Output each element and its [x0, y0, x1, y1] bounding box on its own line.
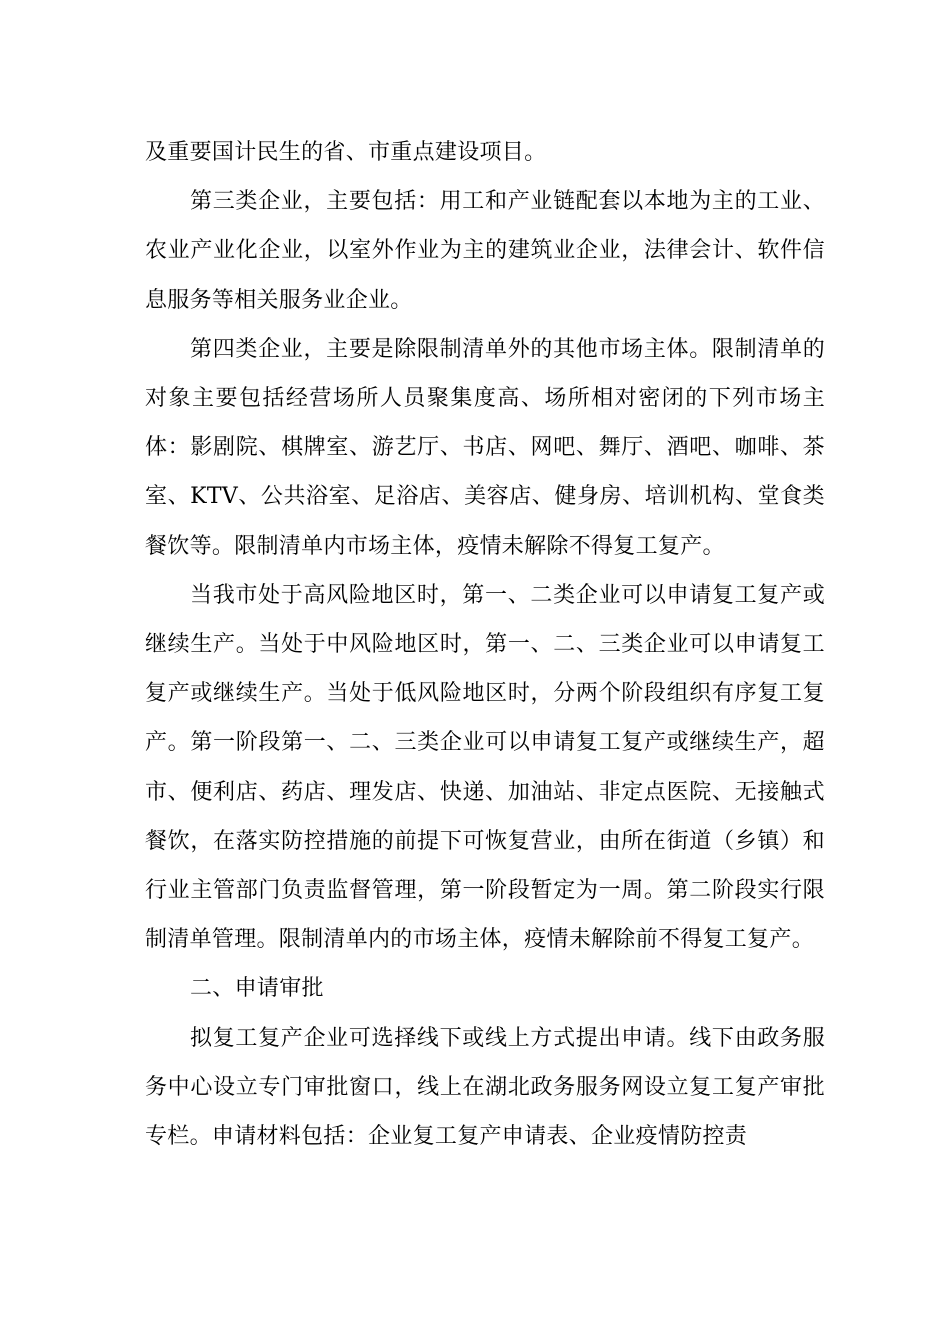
- section-heading-application: 二、申请审批: [190, 976, 324, 1002]
- paragraph-continuation: 及重要国计民生的省、市重点建设项目。: [145, 140, 547, 165]
- paragraph-risk-levels: 当我市处于高风险地区时，第一、二类企业可以申请复工复产或继续生产。当处于中风险地区时，第一、二、三类企业可以申请复工复产或继续生产。当处于低风险地区时，分两个阶段组织有序复工复产。第一阶段第一、二、三类企业可以申请复工复产或继续生产，超市、便利店、药店、理发店、快递、加油站、非定点医院、无接触式餐饮，在落实防控措施的前提下可恢复营业，由所在街道（乡镇）和行业主管部门负责监督管理，第一阶段暂定为一周。第二阶段实行限制清单管理。限制清单内的市场主体，疫情未解除前不得复工复产。: [145, 582, 825, 953]
- paragraph-fourth-category: 第四类企业，主要是除限制清单外的其他市场主体。限制清单的对象主要包括经营场所人员聚集度高、场所相对密闭的下列市场主体：影剧院、棋牌室、游艺厅、书店、网吧、舞厅、酒吧、咖啡、茶室、KTV、公共浴室、足浴店、美容店、健身房、培训机构、堂食类餐饮等。限制清单内市场主体，疫情未解除不得复工复产。: [145, 336, 825, 559]
- paragraph-application: 拟复工复产企业可选择线下或线上方式提出申请。线下由政务服务中心设立专门审批窗口，线上在湖北政务服务网设立复工复产审批专栏。申请材料包括：企业复工复产申请表、企业疫情防控责: [145, 1025, 825, 1150]
- document-body: [145, 128, 825, 1161]
- paragraph-third-category: 第三类企业，主要包括：用工和产业链配套以本地为主的工业、农业产业化企业，以室外作业为主的建筑业企业，法律会计、软件信息服务等相关服务业企业。: [145, 189, 825, 313]
